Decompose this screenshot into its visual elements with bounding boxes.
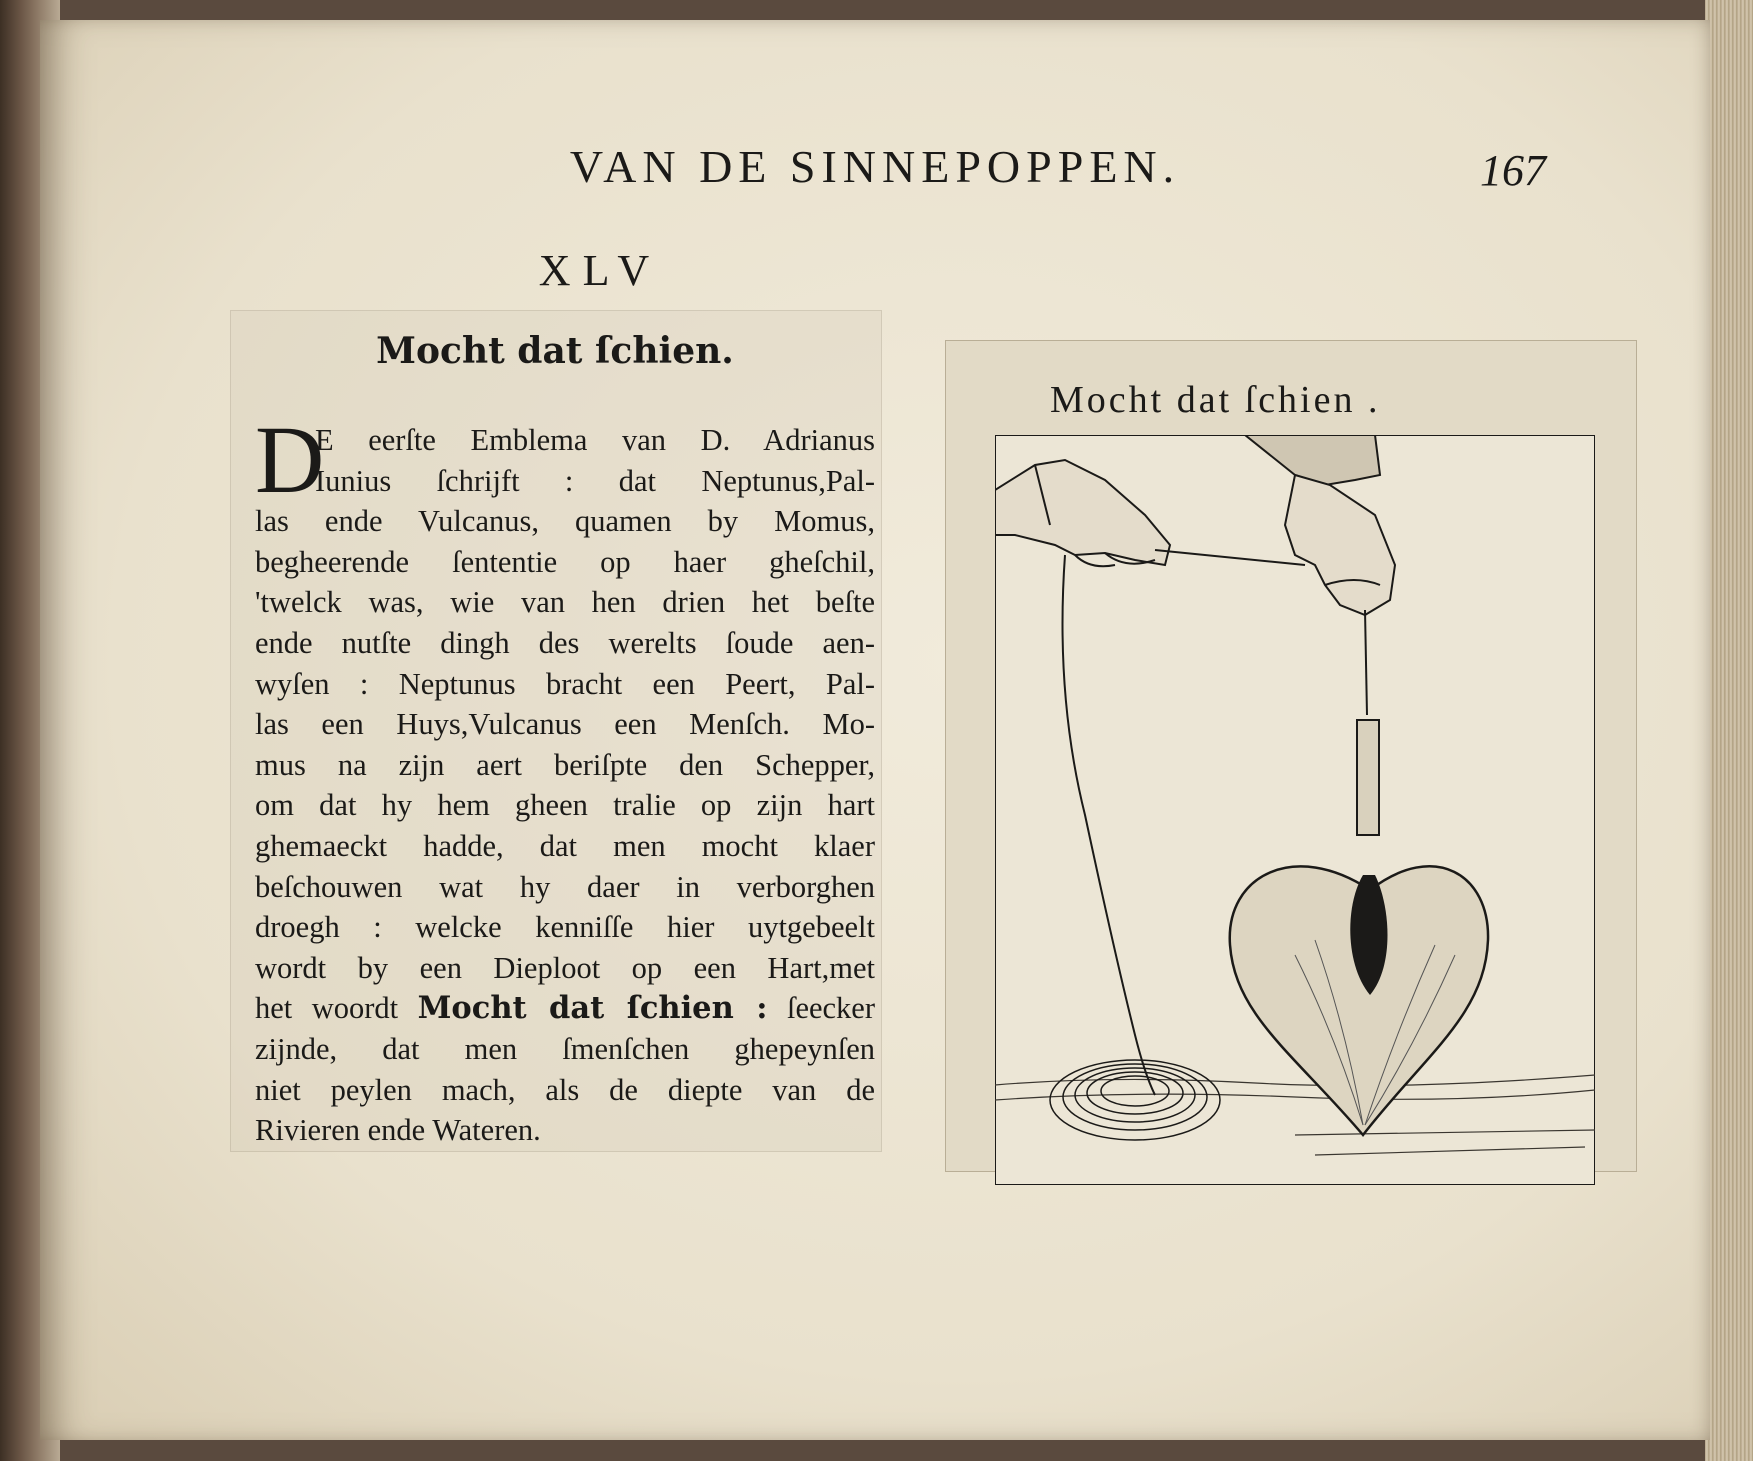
book-page <box>40 20 1710 1440</box>
text-line: droegh : welcke kenniſſe hier uytgebeelt <box>255 910 875 945</box>
text-line: beſchouwen wat hy daer in verborghen <box>255 869 875 904</box>
emblem-number: XLV <box>538 246 662 295</box>
text-line: las ende Vulcanus, quamen by Momus, <box>255 504 875 539</box>
text-line: E eerſte Emblema van D. Adrianus <box>315 423 875 457</box>
text-line: om dat hy hem gheen tralie op zijn hart <box>255 788 875 823</box>
text-fragment: ſeecker <box>767 991 875 1026</box>
text-line: niet peylen mach, als de diepte van de <box>255 1072 875 1107</box>
page-number: 167 <box>1480 146 1546 195</box>
text-line: las een Huys,Vulcanus een Menſch. Mo- <box>255 707 875 742</box>
running-head: VAN DE SINNEPOPPEN. <box>569 141 1181 192</box>
text-line: ende nutſte dingh des werelts ſoude aen- <box>255 625 875 660</box>
text-line: 'twelck was, wie van hen drien het beſte <box>255 585 875 620</box>
text-line: mus na zijn aert beriſpte den Schepper, <box>255 747 875 782</box>
drop-capital: D <box>255 406 325 513</box>
text-line: begheerende ſententie op haer gheſchil, <box>255 544 875 579</box>
emblem-motto: Mocht dat ſchien. <box>376 330 734 372</box>
engraving-motto: Mocht dat ſchien . <box>1050 379 1381 421</box>
text-line: Iunius ſchrijft : dat Neptunus,Pal- <box>315 463 875 498</box>
inline-motto: Mocht dat ſchien : <box>417 990 768 1027</box>
text-line: wyſen : Neptunus bracht een Peert, Pal- <box>255 666 875 701</box>
page-edges <box>1705 0 1753 1461</box>
text-line: wordt by een Dieploot op een Hart,met <box>255 950 875 985</box>
text-line: Rivieren ende Wateren. <box>255 1113 541 1148</box>
text-fragment: het woordt <box>255 991 418 1026</box>
text-line: zijnde, dat men ſmenſchen ghepeynſen <box>255 1031 875 1066</box>
text-line: ghemaeckt hadde, dat men mocht klaer <box>255 828 875 863</box>
emblem-text <box>255 406 875 1151</box>
engraving-illustration <box>995 435 1595 1185</box>
plumb-weight <box>1357 720 1379 835</box>
text-line-with-motto <box>255 988 875 1029</box>
